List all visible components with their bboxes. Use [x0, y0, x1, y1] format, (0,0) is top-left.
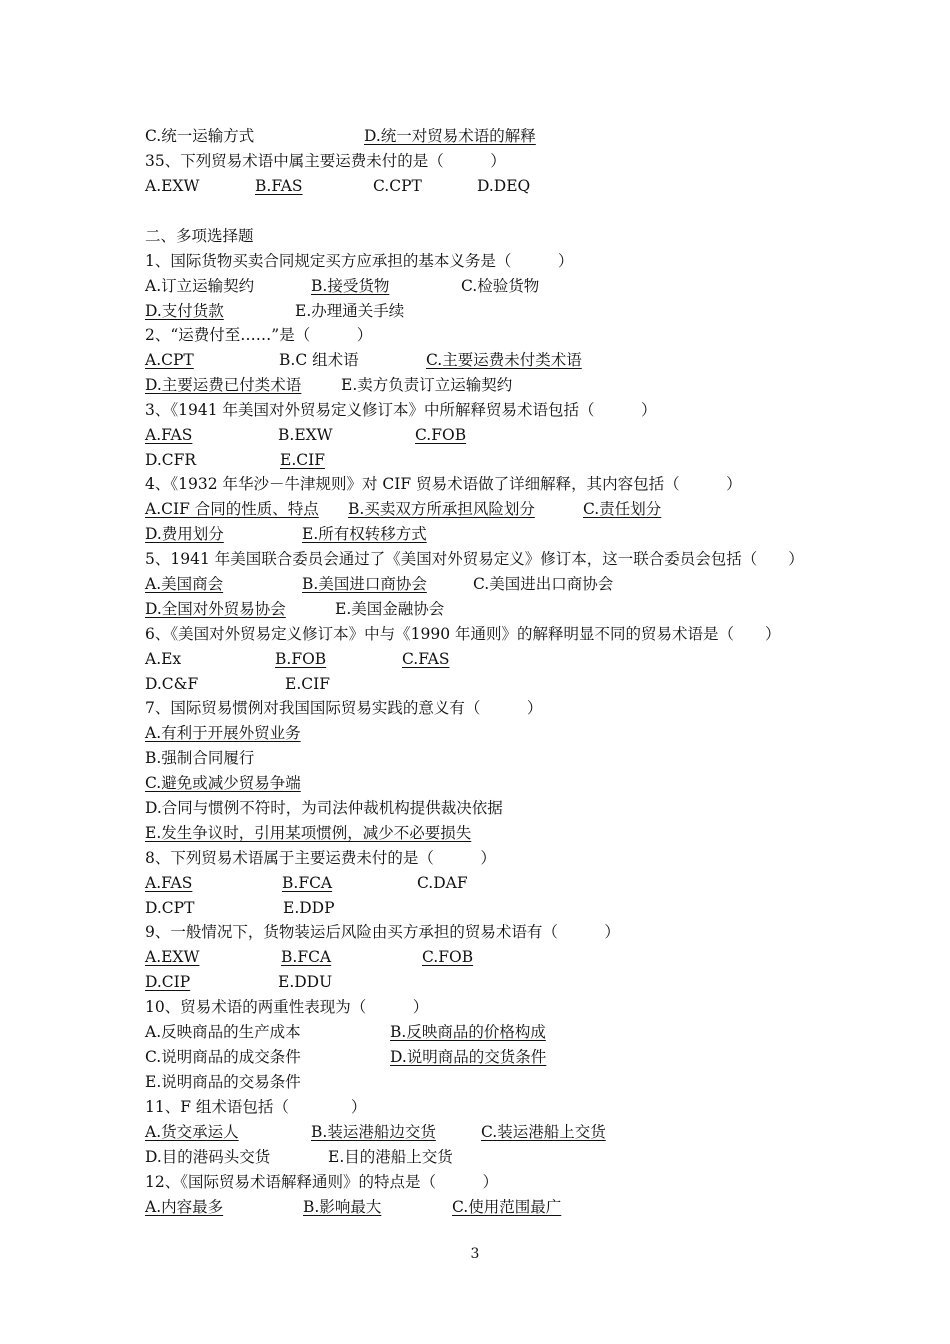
option-c-answer: C.装运港船上交货	[481, 1123, 606, 1141]
question-stem: 35、下列贸易术语中属主要运费未付的是（ ）	[145, 152, 506, 170]
option-d-answer: D.统一对贸易术语的解释	[364, 127, 536, 145]
option-b: B.强制合同履行	[145, 749, 255, 767]
option-e: E.目的港船上交货	[328, 1148, 453, 1166]
option-d-answer: D.主要运费已付类术语	[145, 376, 302, 394]
question-stem: 10、贸易术语的两重性表现为（ ）	[145, 998, 429, 1016]
option-c-answer: C.避免或减少贸易争端	[145, 774, 301, 792]
option-a: A.EXW	[145, 177, 200, 195]
option-b: B.EXW	[278, 426, 333, 444]
option-b-answer: B.装运港船边交货	[311, 1123, 436, 1141]
option-c-answer: C.责任划分	[583, 500, 662, 518]
option-d: D.CPT	[145, 899, 195, 917]
option-e-answer: E.所有权转移方式	[302, 525, 427, 543]
option-e: E.DDU	[278, 973, 333, 991]
page-number: 3	[470, 1246, 480, 1262]
option-b: B.C 组术语	[279, 351, 359, 369]
option-a-answer: A.有利于开展外贸业务	[145, 724, 301, 742]
option-b-answer: B.美国进口商协会	[302, 575, 427, 593]
option-a-answer: A.CIF 合同的性质、特点	[145, 500, 319, 518]
question-stem: 9、一般情况下，货物装运后风险由买方承担的贸易术语有（ ）	[145, 923, 620, 941]
option-d-answer: D.支付货款	[145, 302, 224, 320]
question-stem: 7、国际贸易惯例对我国国际贸易实践的意义有（ ）	[145, 699, 543, 717]
option-c-answer: C.FOB	[422, 948, 474, 966]
question-stem: 4、《1932 年华沙－牛津规则》对 CIF 贸易术语做了详细解释，其内容包括（ ）	[145, 475, 742, 493]
option-b-answer: B.FCA	[281, 948, 332, 966]
option-b-answer: B.FOB	[275, 650, 327, 668]
question-stem: 12、《国际贸易术语解释通则》的特点是（ ）	[145, 1173, 498, 1191]
option-d-answer: D.全国对外贸易协会	[145, 600, 286, 618]
option-b-answer: B.反映商品的价格构成	[390, 1023, 546, 1041]
option-b-answer: B.接受货物	[311, 277, 390, 295]
option-e: E.CIF	[285, 675, 330, 693]
option-b-answer: B.FCA	[282, 874, 333, 892]
option-d: D.CFR	[145, 451, 197, 469]
option-a: A.反映商品的生产成本	[145, 1023, 301, 1041]
question-stem: 8、下列贸易术语属于主要运费未付的是（ ）	[145, 849, 496, 867]
question-stem: 11、F 组术语包括（ ）	[145, 1098, 367, 1116]
option-d: D.合同与惯例不符时，为司法仲裁机构提供裁决依据	[145, 799, 503, 817]
option-a: A.订立运输契约	[145, 277, 255, 295]
option-d: D.C&F	[145, 675, 199, 693]
option-c-answer: C.主要运费未付类术语	[426, 351, 582, 369]
option-a-answer: A.内容最多	[145, 1198, 224, 1216]
option-a-answer: A.货交承运人	[145, 1123, 239, 1141]
option-a-answer: A.CPT	[145, 351, 194, 369]
option-e: E.办理通关手续	[295, 302, 405, 320]
option-a-answer: A.美国商会	[145, 575, 224, 593]
option-a: A.Ex	[145, 650, 182, 668]
option-e-answer: E.CIF	[280, 451, 325, 469]
option-e: E.美国金融协会	[335, 600, 445, 618]
option-c: C.统一运输方式	[145, 127, 255, 145]
section-title-text: 二、多项选择题	[145, 227, 254, 245]
option-c: C.检验货物	[461, 277, 540, 295]
option-c: C.CPT	[373, 177, 422, 195]
option-b-answer: B.影响最大	[303, 1198, 382, 1216]
option-b-answer: B.买卖双方所承担风险划分	[348, 500, 535, 518]
option-a-answer: A.FAS	[145, 874, 193, 892]
question-stem: 1、国际货物买卖合同规定买方应承担的基本义务是（ ）	[145, 252, 574, 270]
option-e-answer: E.发生争议时，引用某项惯例，减少不必要损失	[145, 824, 472, 842]
option-d: D.目的港码头交货	[145, 1148, 271, 1166]
question-stem: 6、《美国对外贸易定义修订本》中与《1990 年通则》的解释明显不同的贸易术语是（ ）	[145, 625, 781, 643]
option-d-answer: D.CIP	[145, 973, 191, 991]
question-stem: 5、1941 年美国联合委员会通过了《美国对外贸易定义》修订本，这一联合委员会包括（ ）	[145, 550, 804, 568]
option-c-answer: C.使用范围最广	[452, 1198, 562, 1216]
option-c-answer: C.FOB	[415, 426, 467, 444]
option-d-answer: D.说明商品的交货条件	[390, 1048, 547, 1066]
option-e: E.DDP	[283, 899, 335, 917]
option-d-answer: D.费用划分	[145, 525, 224, 543]
option-e: E.说明商品的交易条件	[145, 1073, 301, 1091]
option-a-answer: A.FAS	[145, 426, 193, 444]
question-stem: 3、《1941 年美国对外贸易定义修订本》中所解释贸易术语包括（ ）	[145, 401, 657, 419]
option-d: D.DEQ	[477, 177, 531, 195]
option-b-answer: B.FAS	[255, 177, 303, 195]
option-c: C.说明商品的成交条件	[145, 1048, 301, 1066]
option-c: C.DAF	[417, 874, 468, 892]
option-e: E.卖方负责订立运输契约	[341, 376, 513, 394]
option-a-answer: A.EXW	[145, 948, 200, 966]
option-c: C.美国进出口商协会	[473, 575, 614, 593]
question-stem: 2、“运费付至……”是（ ）	[145, 326, 373, 344]
option-c-answer: C.FAS	[402, 650, 450, 668]
